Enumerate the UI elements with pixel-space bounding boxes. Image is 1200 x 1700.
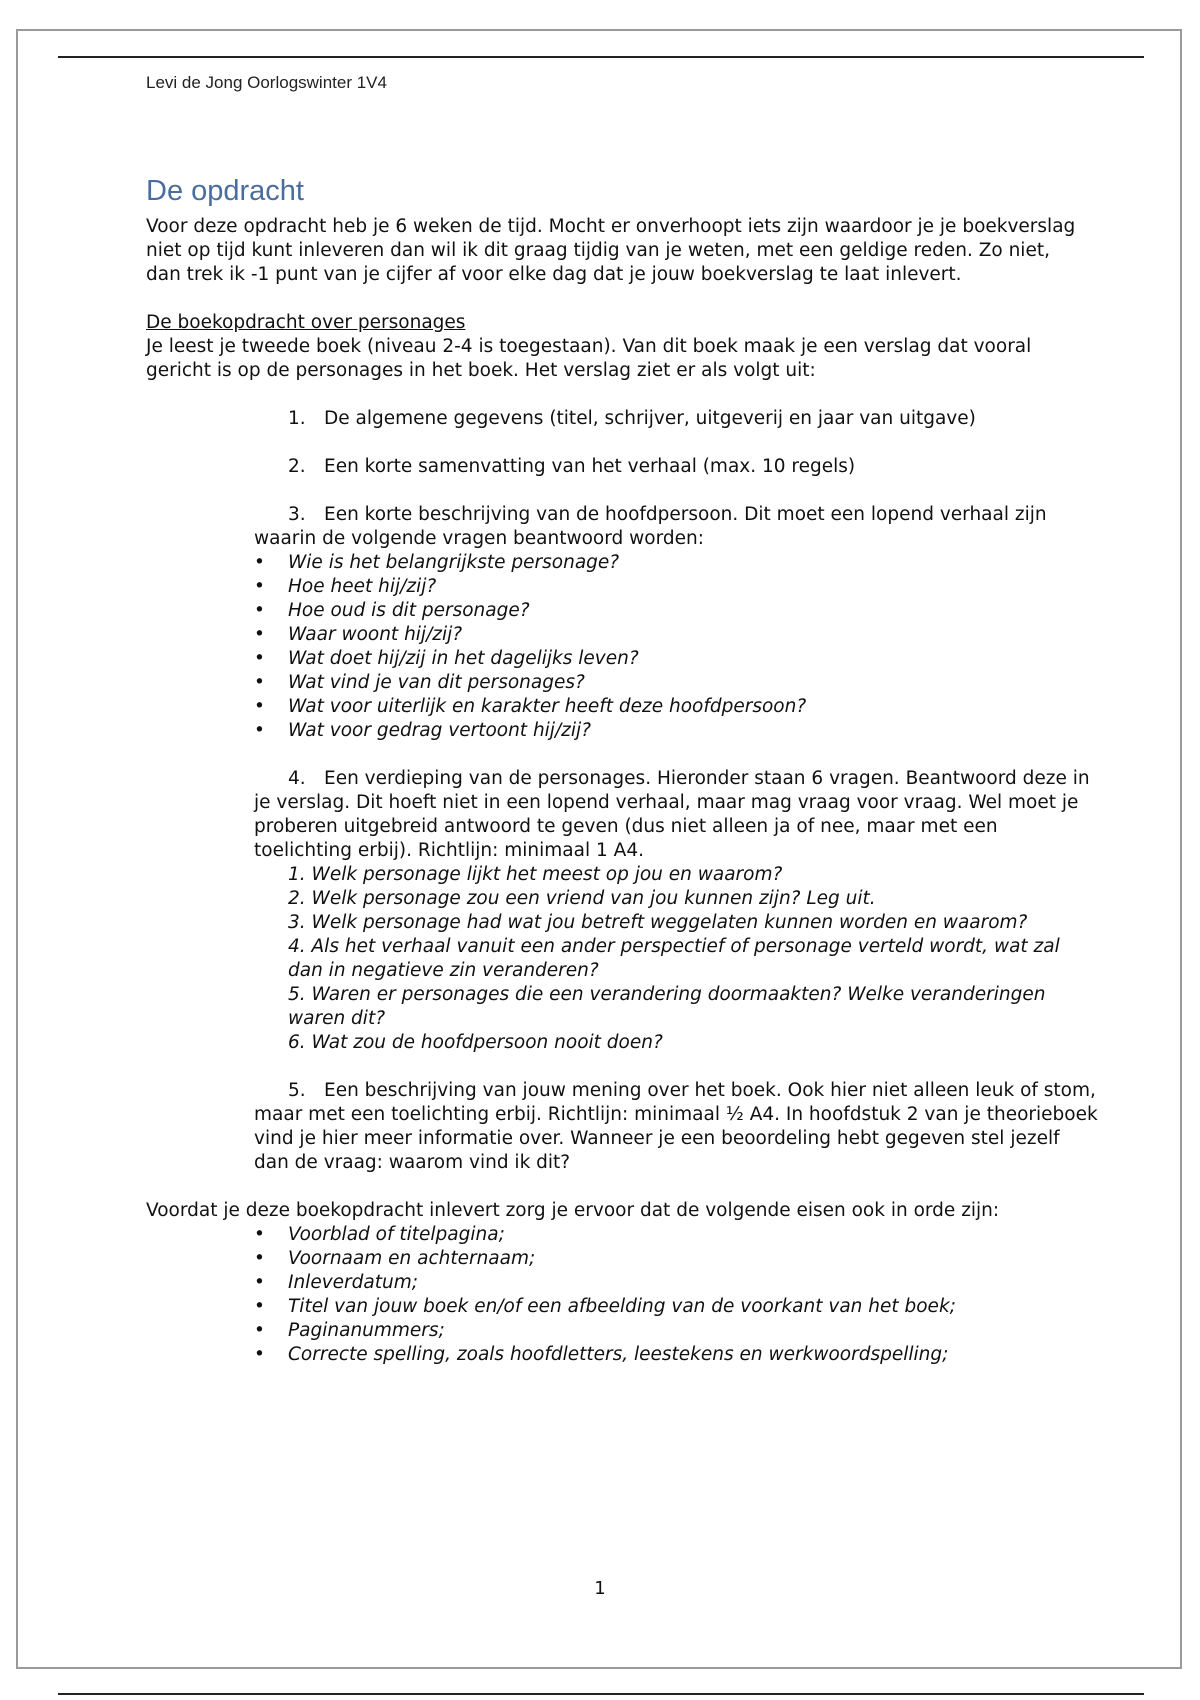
assignment-intro: Je leest je tweede boek (niveau 2-4 is toegestaan). Van dit boek maak je een verslag dat vooral gericht is op de personages in het boek. Het verslag ziet er als volgt uit:: [146, 336, 1032, 381]
list-item: • Wat vind je van dit personages?: [254, 671, 1086, 695]
top-rule: [58, 56, 1144, 58]
numbered-item: 4. Een verdieping van de personages. Hieronder staan 6 vragen. Beantwoord deze in je verslag. Dit hoeft niet in een lopend verhaal, maar mag vraag voor vraag. Wel moet je proberen uitgebreid antwoord te geven (dus niet alleen ja of nee, maar met een toelichting erbij). Richtlijn: minimaal 1 A4.: [254, 768, 1090, 861]
assignment-heading: De boekopdracht over personages: [146, 312, 466, 333]
list-item: • Voornaam en achternaam;: [254, 1247, 1086, 1271]
list-item: • Hoe heet hij/zij?: [254, 575, 1086, 599]
list-item: • Wat doet hij/zij in het dagelijks leven?: [254, 647, 1086, 671]
list-item: • Hoe oud is dit personage?: [254, 599, 1086, 623]
requirements-intro: Voordat je deze boekopdracht inlevert zorg je ervoor dat de volgende eisen ook in orde zijn:: [146, 1200, 1000, 1221]
bottom-rule: [58, 1693, 1144, 1695]
page-header: Levi de Jong Oorlogswinter 1V4: [146, 73, 387, 92]
numbered-item: 3. Een korte beschrijving van de hoofdpersoon. Dit moet een lopend verhaal zijn waarin de volgende vragen beantwoord worden:: [254, 504, 1047, 549]
main-character-questions: [254, 551, 1086, 743]
list-item: • Voorblad of titelpagina;: [254, 1223, 1086, 1247]
list-item: 6. Wat zou de hoofdpersoon nooit doen?: [288, 1032, 663, 1053]
numbered-item: 2. Een korte samenvatting van het verhaal (max. 10 regels): [288, 456, 856, 477]
list-item: • Wie is het belangrijkste personage?: [254, 551, 1086, 575]
list-item: 2. Welk personage zou een vriend van jou kunnen zijn? Leg uit.: [288, 888, 876, 909]
list-item: • Titel van jouw boek en/of een afbeelding van de voorkant van het boek;: [254, 1295, 1086, 1319]
list-item: 1. Welk personage lijkt het meest op jou en waarom?: [288, 864, 783, 885]
depth-questions: [288, 863, 1088, 1055]
intro-paragraph: Voor deze opdracht heb je 6 weken de tijd. Mocht er onverhoopt iets zijn waardoor je je boekverslag niet op tijd kunt inleveren dan wil ik dit graag tijdig van je weten, met een geldige reden. Zo niet, dan trek ik -1 punt van je cijfer af voor elke dag dat je jouw boekverslag te laat inlevert.: [146, 216, 1076, 285]
document-body: [146, 173, 1098, 1367]
list-item: • Paginanummers;: [254, 1319, 1086, 1343]
numbered-item: 1. De algemene gegevens (titel, schrijver, uitgeverij en jaar van uitgave): [288, 408, 976, 429]
page-number: 1: [594, 1578, 606, 1599]
requirements-list: [254, 1223, 1086, 1367]
section-title: De opdracht: [146, 175, 304, 207]
list-item: 4. Als het verhaal vanuit een ander perspectief of personage verteld wordt, wat zal dan in negatieve zin veranderen?: [288, 936, 1060, 981]
list-item: • Inleverdatum;: [254, 1271, 1086, 1295]
list-item: • Wat voor uiterlijk en karakter heeft deze hoofdpersoon?: [254, 695, 1086, 719]
list-item: • Waar woont hij/zij?: [254, 623, 1086, 647]
list-item: • Correcte spelling, zoals hoofdletters, leestekens en werkwoordspelling;: [254, 1343, 1086, 1367]
list-item: 3. Welk personage had wat jou betreft weggelaten kunnen worden en waarom?: [288, 912, 1028, 933]
list-item: • Wat voor gedrag vertoont hij/zij?: [254, 719, 1086, 743]
list-item: 5. Waren er personages die een verandering doormaakten? Welke veranderingen waren dit?: [288, 984, 1046, 1029]
numbered-item: 5. Een beschrijving van jouw mening over het boek. Ook hier niet alleen leuk of stom, maar met een toelichting erbij. Richtlijn: minimaal ½ A4. In hoofdstuk 2 van je theorieboek vind je hier meer informatie over. Wanneer je een beoordeling hebt gegeven stel jezelf dan de vraag: waarom vind ik dit?: [254, 1080, 1098, 1173]
